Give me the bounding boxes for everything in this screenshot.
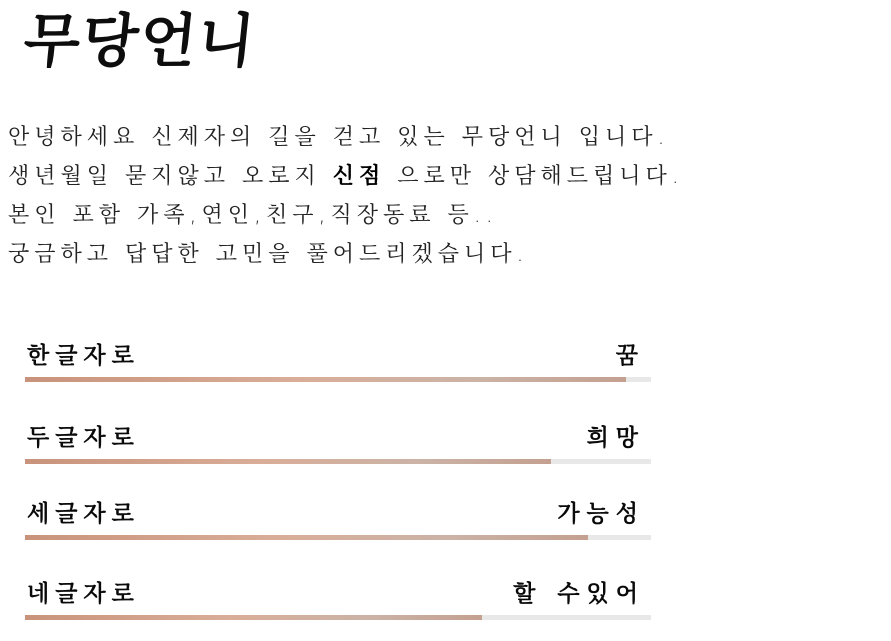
skill-bar-label: 두글자로 [27, 425, 140, 451]
skill-bar-fill [25, 459, 551, 464]
skill-bar-label: 한글자로 [27, 343, 140, 369]
intro-line-2-emphasis: 신점 [332, 164, 386, 189]
intro-line-2-before: 생년월일 묻지않고 오로지 [8, 164, 333, 189]
skill-bar-track [25, 377, 651, 382]
skill-bar-fill [25, 615, 482, 620]
skill-bar-track [25, 615, 651, 620]
skill-bar-label: 네글자로 [27, 581, 140, 607]
skill-bar-label: 세글자로 [27, 501, 140, 527]
skill-bar-fill [25, 535, 588, 540]
intro-text [8, 118, 868, 274]
skill-bar-row [25, 325, 651, 407]
intro-line-1: 안녕하세요 신제자의 길을 걷고 있는 무당언니 입니다. [8, 125, 670, 150]
skill-bar-value: 꿈 [615, 343, 645, 369]
skill-bar-track [25, 535, 651, 540]
intro-line-2-after: 으로만 상담해드립니다. [385, 164, 684, 189]
skill-bar-track [25, 459, 651, 464]
skill-bar-value: 할 수있어 [513, 581, 645, 607]
skill-bar-row [25, 407, 651, 483]
skill-bar-row [25, 563, 651, 641]
skill-bar-value: 가능성 [557, 501, 645, 527]
page-title: 무당언니 [20, 7, 260, 75]
skill-bar-fill [25, 377, 626, 382]
intro-line-4: 궁금하고 답답한 고민을 풀어드리겠습니다. [8, 242, 529, 267]
skill-bars [25, 325, 651, 641]
skill-bar-value: 희망 [586, 425, 645, 451]
skill-bar-row [25, 483, 651, 563]
intro-line-2 [8, 157, 868, 196]
intro-line-3: 본인 포함 가족,연인,친구,직장동료 등.. [8, 203, 498, 228]
